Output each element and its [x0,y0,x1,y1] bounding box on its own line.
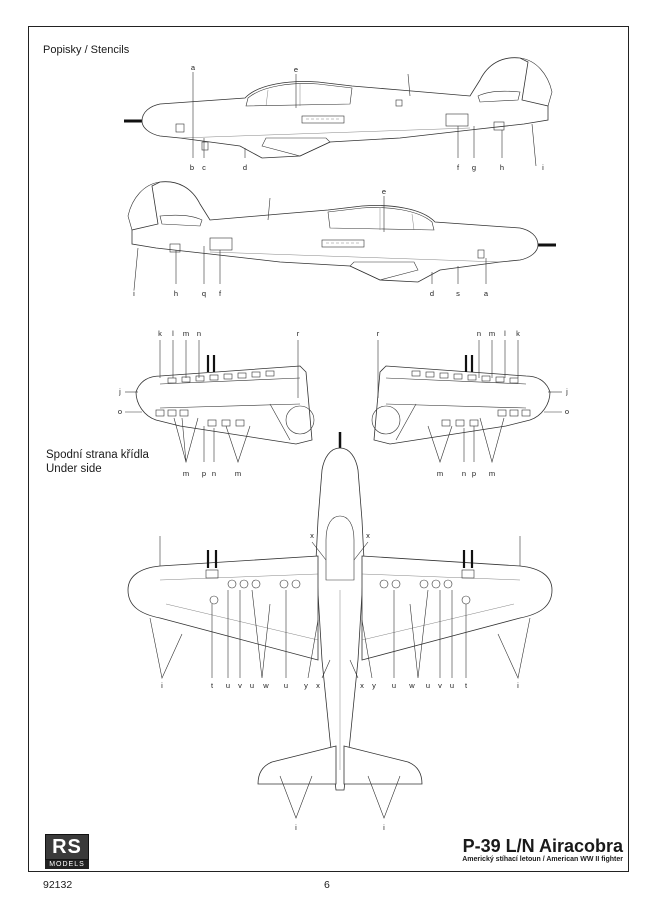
callout-m-4c: m [488,469,496,478]
callout-d-2: d [429,289,435,298]
callout-i-5b: i [517,681,519,690]
kit-code: 92132 [43,879,73,891]
callout-i-5d: i [383,823,385,832]
callout-n-4: n [476,329,482,338]
callout-u-5c: u [283,681,289,690]
callout-o-3: o [117,407,123,416]
callout-j-4: j [566,387,568,396]
callout-k-3: k [158,329,162,338]
callout-u-5e: u [425,681,431,690]
side-view-right [128,182,556,290]
callout-u-5d: u [391,681,397,690]
callout-l-3: l [172,329,174,338]
wing-detail-right [372,340,562,462]
callout-l-4: l [504,329,506,338]
callout-i-5c: i [295,823,297,832]
callout-k-4: k [516,329,520,338]
underside-title-cz: Spodní strana křídla [46,449,149,461]
underside-title-en: Under side [46,463,102,475]
logo-rs: RS [45,834,89,860]
model-subtitle: Americký stíhací letoun / American WW II fighter [462,856,623,863]
callout-m-4: m [488,329,496,338]
callout-v-5a: v [238,681,242,690]
section-title: Popisky / Stencils [43,44,130,56]
callout-x-5c: x [316,681,320,690]
callout-w-5b: w [409,681,415,690]
callout-g-1: g [471,163,477,172]
plan-view [128,432,552,818]
callout-s-2: s [456,289,460,298]
callout-u-5a: u [225,681,231,690]
callout-i-5a: i [161,681,163,690]
callout-d-1: d [242,163,248,172]
callout-t-5b: t [464,681,468,690]
callout-e-2: e [381,187,387,196]
rs-models-logo [45,834,89,868]
callout-x-5a: x [310,531,314,540]
callout-c-1: c [202,163,206,172]
callout-q-2: q [201,289,207,298]
callout-m-3b: m [182,469,190,478]
callout-x-5d: x [360,681,364,690]
callout-f-2: f [218,289,222,298]
callout-p-4: p [471,469,477,478]
callout-r-3: r [296,329,300,338]
callout-f-1: f [456,163,460,172]
logo-models: MODELS [45,860,89,869]
callout-x-5b: x [366,531,370,540]
callout-a-2: a [483,289,489,298]
callout-e-1: e [293,65,299,74]
callout-n-4b: n [461,469,467,478]
callout-a-1: a [190,63,196,72]
callout-t-5a: t [210,681,214,690]
callout-y-5b: y [372,681,376,690]
model-title: P-39 L/N Airacobra [462,836,623,856]
callout-h-1: h [499,163,505,172]
callout-o-4: o [564,407,570,416]
callout-r-4: r [376,329,380,338]
model-title-block [462,836,623,863]
callout-j-3: j [119,387,121,396]
callout-n-3: n [196,329,202,338]
callout-h-2: h [173,289,179,298]
callout-m-4b: m [436,469,444,478]
callout-u-5f: u [449,681,455,690]
callout-b-1: b [189,163,195,172]
page-number: 6 [324,879,330,891]
callout-n-3b: n [211,469,217,478]
callout-y-5a: y [304,681,308,690]
callout-i-1: i [542,163,544,172]
callout-m-3: m [182,329,190,338]
side-view-left [124,58,552,166]
callout-w-5a: w [263,681,269,690]
wing-detail-left [125,340,314,462]
callout-v-5b: v [438,681,442,690]
callout-p-3: p [201,469,207,478]
callout-u-5b: u [249,681,255,690]
callout-i-2: i [133,289,135,298]
callout-m-3c: m [234,469,242,478]
